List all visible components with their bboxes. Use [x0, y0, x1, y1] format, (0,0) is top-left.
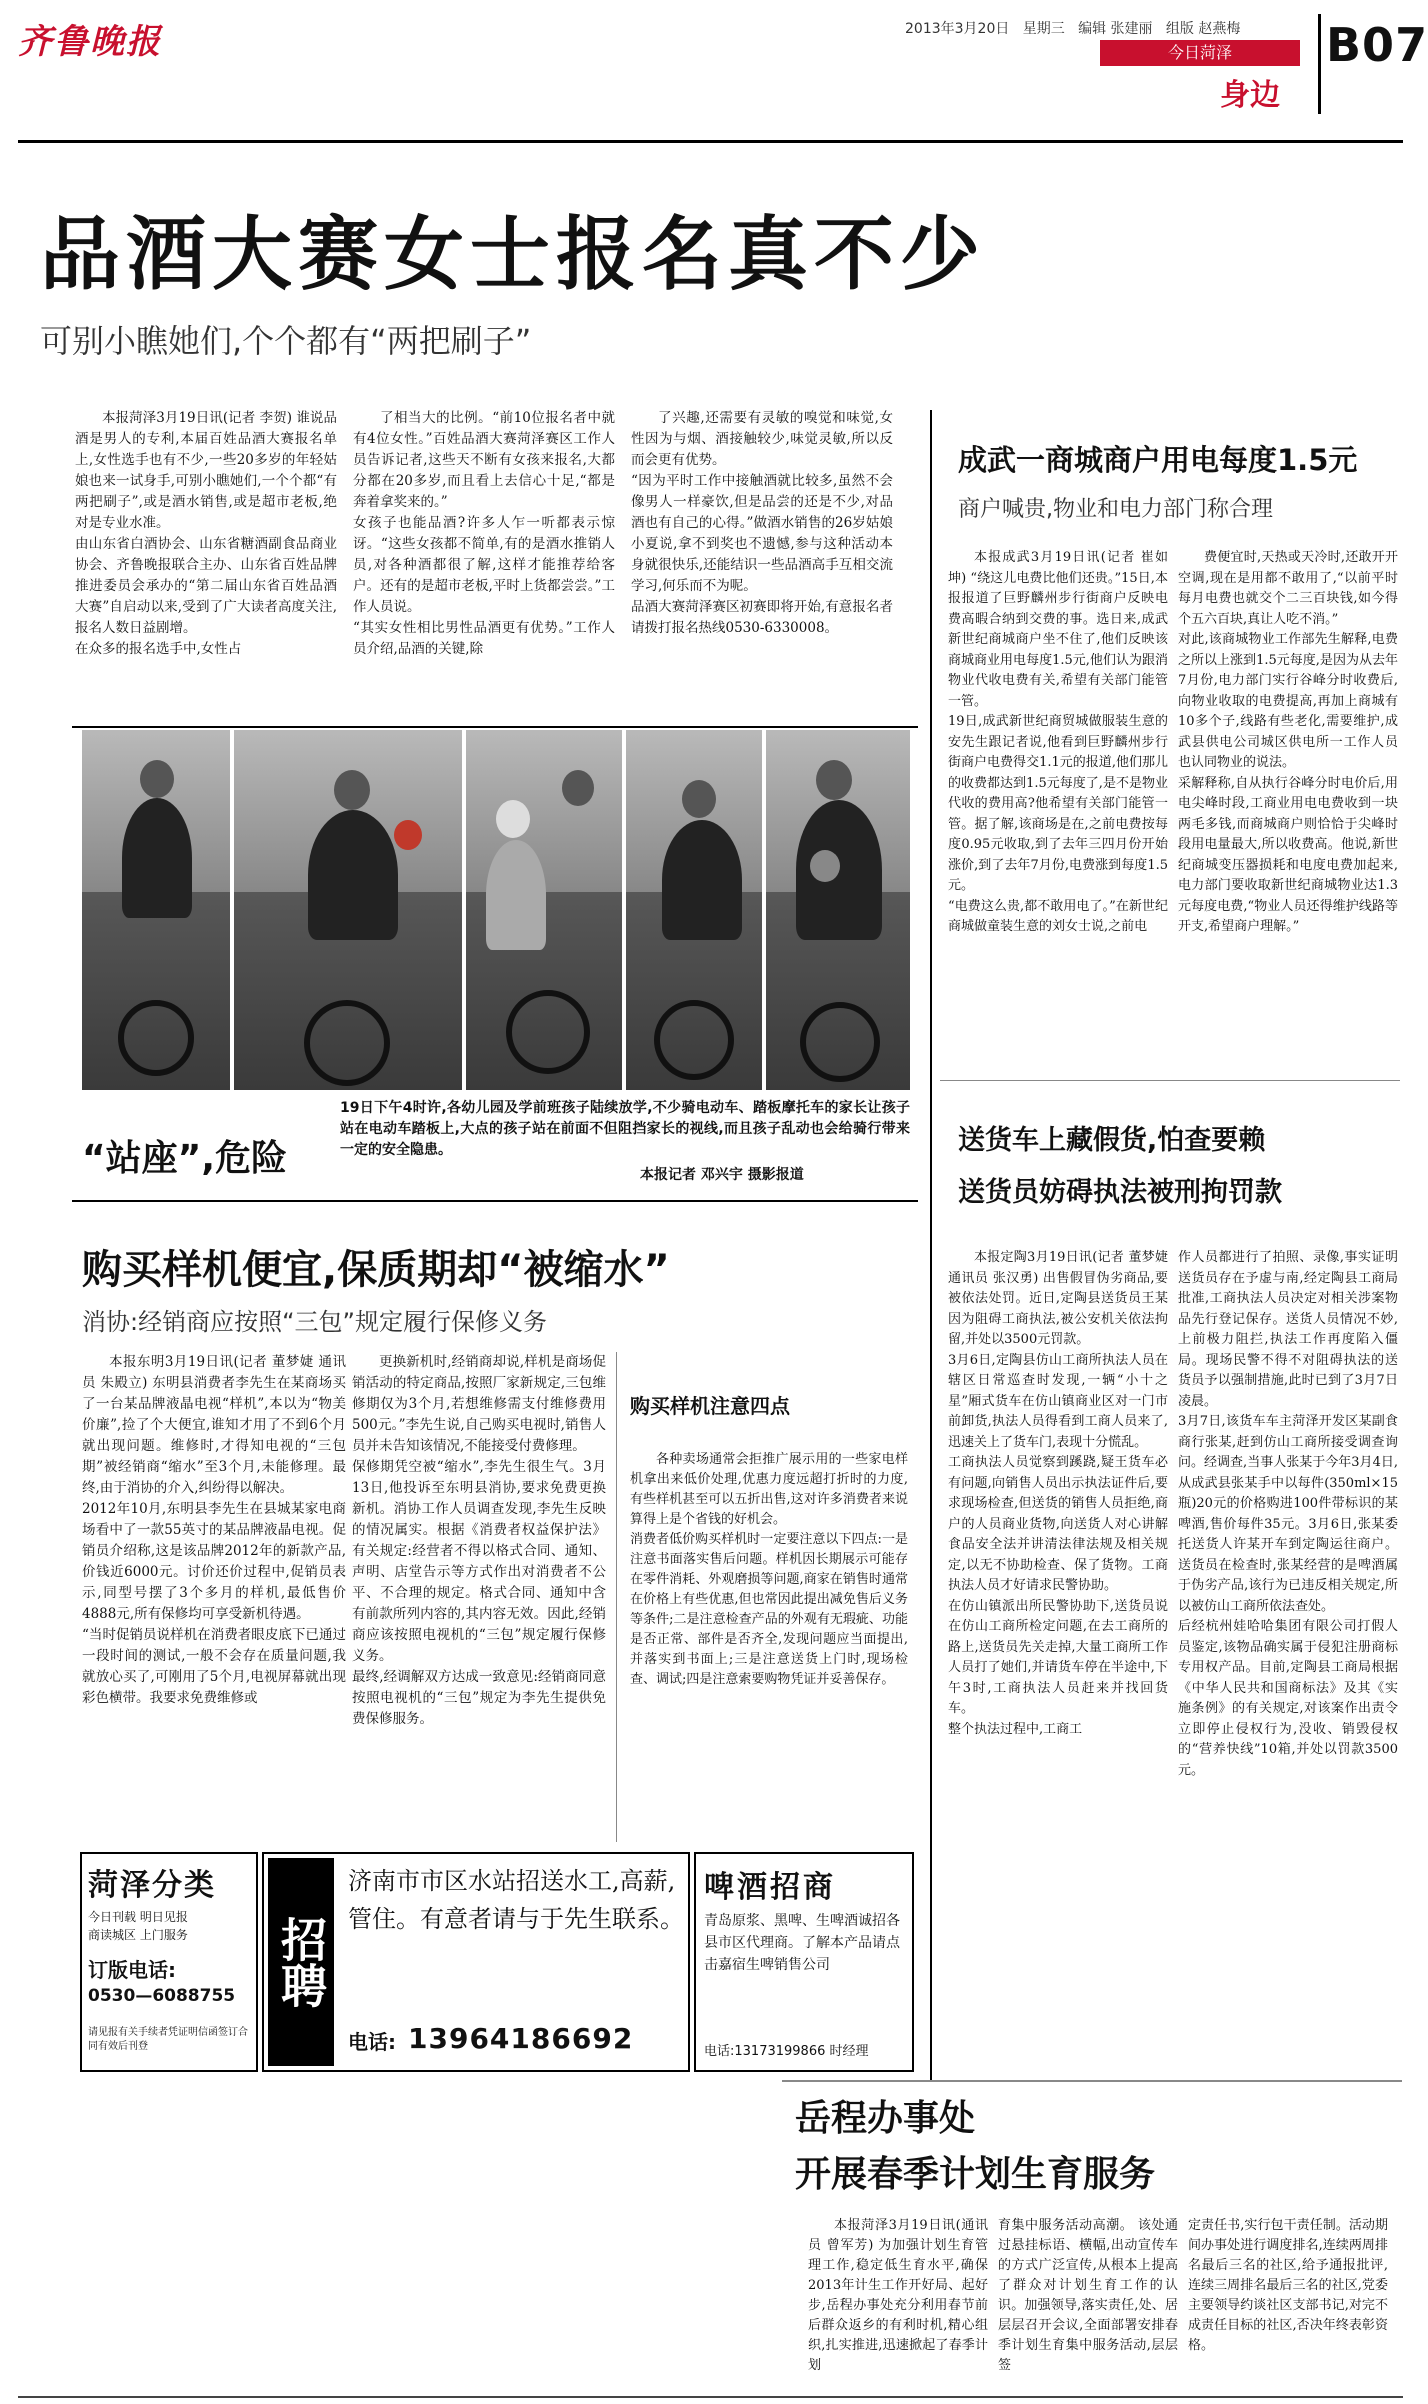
sample-subhead: 消协:经销商应按照“三包”规定履行保修义务 — [82, 1308, 547, 1336]
power-col-2: 费便宜时,天热或天冷时,还敢开开空调,现在是用都不敢用了,“以前平时每月电费也就交个二三百块钱,如今得个五六百块,真让人吃不消。” 对此,该商城物业工作部先生解释,电费之所以上涨到1.5元每度,是因为从去年7月份,电力部门实行谷峰分时收费后,向物业收取的电费提高,再加上商城有10多个子,线路有些老化,需要维护,成武县供电公司城区供电所一工作人员也认同物业的说法。 采解释称,自从执行谷峰分时电价后,用电尖峰时段,工商业用电电费收到一块两毛多钱,而商城商户则恰恰于尖峰时段用电量最大,所以收费高。他说,新世纪商城变压器损耗和电度电费加起来,电力部门要收取新世纪商城物业达1.3元每度电费,“物业人员还得维护线路等开支,希望商户理解。” — [1178, 550, 1398, 934]
classified-title: 菏泽分类 — [88, 1868, 216, 1903]
page-number: B07 — [1326, 18, 1428, 72]
job-ad — [262, 1852, 690, 2072]
photo-frame-bottom — [72, 1200, 918, 1202]
sample-sidebar-divider — [616, 1352, 617, 1842]
page-bottom-rule — [18, 2396, 1403, 2398]
news-photo-3 — [466, 730, 622, 1090]
job-phone: 13964186692 — [408, 2022, 634, 2055]
job-text: 济南市市区水站招送水工,高薪,管住。有意者请与于先生联系。 — [348, 1867, 684, 1933]
family-headline-2: 开展春季计划生育服务 — [795, 2154, 1156, 2195]
power-headline: 成武一商城商户用电每度1.5元 — [958, 443, 1358, 477]
sample-sidebar-title: 购买样机注意四点 — [630, 1394, 790, 1418]
counterfeit-col-1: 本报定陶3月19日讯(记者 董梦婕 通讯员 张汉勇) 出售假冒伪劣商品,要被依法处罚。近日,定陶县送货员王某因为阻碍工商执法,被公安机关依法拘留,并处以3500元罚款。 3月6日,定陶县仿山工商所执法人员在辖区日常巡查时发现,一辆“小十之星”厢式货车在仿山镇商业区对一门市前卸货,执法人员得看到工商人员来了,迅速关上了货车门,表现十分慌乱。 工商执法人员觉察到蹊跷,疑王货车必有问题,向销售人员出示执法证件后,要求现场检查,但送货的销售人员拒绝,商户的人员商业货物,向送货人对心讲解食品安全法并讲清法律法规及相关规定,以无不协助检查、保了货物。工商执法人员才好请求民警协助。 在仿山镇派出所民警协助下,送货员说在仿山工商所检定问题,在去工商所的路上,送货员先关走掉,大量工商所工作人员打了她们,并请货车停在半途中,下午3时,工商执法人员赶来并找回货车。 整个执法过程中,工商工 — [948, 1250, 1168, 1737]
issue-layout: 组版 赵燕梅 — [1165, 21, 1241, 37]
classified-line-2: 商读城区 上门服务 — [88, 1928, 188, 1942]
beer-title: 啤酒招商 — [704, 1870, 836, 1905]
issue-weekday: 星期三 — [1022, 21, 1065, 37]
classified-note: 请见报有关手续者凭证明信函签订合同有效后刊登 — [88, 2027, 248, 2052]
news-photo-5 — [766, 730, 910, 1090]
lead-col-2: 了相当大的比例。“前10位报名者中就有4位女性。”百姓品酒大赛菏泽赛区工作人员告诉记者,这些天不断有女孩来报名,大都分都在20多岁,而且看上去信心十足,“都是奔着拿奖来的。” 女孩子也能品酒?许多人乍一听都表示惊讶。“这些女孩都不简单,有的是酒水推销人员,对各种酒都很了解,这样才能推荐给客户。还有的是超市老板,平时上货都尝尝。”工作人员说。 “其实女性相比男性品酒更有优势。”工作人员介绍,品酒的关键,除 — [353, 410, 615, 657]
lead-subhead: 可别小瞧她们,个个都有“两把刷子” — [40, 322, 532, 360]
photo-feature-credit: 本报记者 邓兴宇 摄影报道 — [640, 1167, 804, 1183]
news-photo-2 — [234, 730, 462, 1090]
issue-date: 2013年3月20日 — [905, 21, 1010, 37]
counterfeit-top-rule — [940, 1080, 1400, 1081]
sample-headline: 购买样机便宜,保质期却“被缩水” — [82, 1247, 670, 1293]
issue-info — [905, 18, 1240, 38]
family-col-1: 本报菏泽3月19日讯(通讯员 曾军芳) 为加强计划生育管理工作,稳定低生育水平,确保2013年计生工作开好局、起好步,岳程办事处充分利用春节前后群众返乡的有利时机,精心组织,扎实推进,迅速掀起了春季计划 — [808, 2218, 988, 2373]
photo-feature-caption: 19日下午4时许,各幼儿园及学前班孩子陆续放学,不少骑电动车、踏板摩托车的家长让孩子站在电动车踏板上,大点的孩子站在前面不但阻挡家长的视线,而且孩子乱动也会给骑行带来一定的安全隐患。 — [340, 1100, 910, 1158]
masthead-rule — [18, 140, 1403, 143]
news-photo-4 — [626, 730, 762, 1090]
section-tag: 今日菏泽 — [1100, 40, 1300, 66]
photo-frame-top — [72, 726, 918, 728]
sample-col-2: 更换新机时,经销商却说,样机是商场促销活动的特定商品,按照厂家新规定,三包维修期仅为3个月,若想维修需支付维修费用500元。”李先生说,自己购买电视时,销售人员并未告知该情况,不能接受付费修理。 保修期凭空被“缩水”,李先生很生气。3月13日,他投诉至东明县消协,要求免费更换新机。消协工作人员调查发现,李先生反映的情况属实。根据《消费者权益保护法》有关规定:经营者不得以格式合同、通知、声明、店堂告示等方式作出对消费者不公平、不合理的规定。格式合同、通知中含有前款所列内容的,其内容无效。因此,经销商应该按照电视机的“三包”规定履行保修义务。 最终,经调解双方达成一致意见:经销商同意按照电视机的“三包”规定为李先生提供免费保修服务。 — [352, 1354, 606, 1727]
bottom-section-rule — [782, 2080, 1402, 2082]
classified-line-1: 今日刊载 明日见报 — [88, 1910, 188, 1924]
section-name: 身边 — [1220, 78, 1280, 113]
paper-logo: 齐鲁晚报 — [18, 22, 162, 62]
power-col-1: 本报成武3月19日讯(记者 崔如坤) “绕这儿电费比他们还贵。”15日,本报报道了巨野麟州步行街商户反映电费高暇合纳到交费的事。选日来,成武新世纪商城商户坐不住了,他们反映该商城商业用电每度1.5元,他们认为跟消物业代收电费有关,希望有关部门能管一管。 19日,成武新世纪商贸城做服装生意的安先生跟记者说,他看到巨野麟州步行街商户电费得交1.1元的报道,他们那儿的收费都达到1.5元每度了,是不是物业代收的费用高?他希望有关部门能管一管。据了解,该商场是在,之前电费按每度0.95元收取,到了去年三四月份开始涨价,到了去年7月份,电费涨到每度1.5元。 “电费这么贵,都不敢用电了。”在新世纪商城做童装生意的刘女士说,之前电 — [948, 550, 1168, 934]
masthead-divider — [1318, 14, 1321, 114]
beer-phone: 电话:13173199866 时经理 — [704, 2044, 869, 2059]
counterfeit-col-2: 作人员都进行了拍照、录像,事实证明送货员存在予虚与南,经定陶县工商局批准,工商执法人员决定对相关涉案物品先行登记保存。送货人员情况不妙,上前极力阻拦,执法工作再度陷入僵局。现场民警不得不对阻碍执法的送货员予以强制措施,此时已到了3月7日凌晨。 3月7日,该货车车主菏泽开发区某副食商行张某,赶到仿山工商所接受调查询问。经调查,当事人张某于今年3月4日,从成武县张某手中以每件(350ml×15瓶)20元的价格购进100件带标识的某啤酒,售价每件35元。3月6日,张某委托送货人许某开车到定陶运往商户。送货员在检查时,张某经营的是啤酒属于伪劣产品,该行为已违反相关规定,所以被仿山工商所依法查处。 后经杭州娃哈哈集团有限公司打假人员鉴定,该物品确实属于侵犯注册商标专用权产品。目前,定陶县工商局根据《中华人民共和国商标法》及其《实施条例》的有关规定,对该案作出责令立即停止侵权行为,没收、销毁侵权的“营养快线”10箱,并处以罚款3500元。 — [1178, 1250, 1398, 1778]
lead-col-1: 本报菏泽3月19日讯(记者 李贺) 谁说品酒是男人的专利,本届百姓品酒大赛报名单上,女性选手也有不少,一些20多岁的年轻姑娘也来一试身手,可别小瞧她们,一个个都“有两把刷子”,或是酒水销售,或是超市老板,绝对是专业水准。 由山东省白酒协会、山东省糖酒副食品商业协会、齐鲁晚报联合主办、山东省百姓品牌推进委员会承办的“第二届山东省百姓品酒大赛”自启动以来,受到了广大读者高度关注,报名人数日益剧增。 在众多的报名选手中,女性占 — [75, 410, 337, 657]
lead-headline: 品酒大赛女士报名真不少 — [40, 208, 986, 301]
photo-strip — [82, 730, 910, 1090]
news-photo-1 — [82, 730, 230, 1090]
counterfeit-headline-1: 送货车上藏假货,怕查要赖 — [958, 1125, 1266, 1156]
classified-phone: 0530—6088755 — [88, 1986, 236, 2006]
sample-sidebar-text: 各种卖场通常会拒推广展示用的一些家电样机拿出来低价处理,优惠力度远超打折时的力度,有些样机甚至可以五折出售,这对许多消费者来说算得上是个省钱的好机会。 消费者低价购买样机时一定要注意以下四点:一是注意书面落实售后问题。样机因长期展示可能存在零件消耗、外观磨损等问题,商家在销售时通常在价格上有些优惠,但也常因此提出减免售后义务等条件;二是注意检查产品的外观有无瑕疵、功能是否正常、部件是否齐全,发现问题应当面提出,并落实到书面上;三是注意送货上门时,现场检查、调试;四是注意索要购物凭证并妥善保存。 — [630, 1452, 908, 1687]
classified-phone-label: 订版电话: — [88, 1958, 176, 1982]
beer-text: 青岛原浆、黑啤、生啤酒诚招各县市区代理商。了解本产品请点击嘉宿生啤销售公司 — [704, 1913, 900, 1973]
family-headline-1: 岳程办事处 — [795, 2098, 976, 2139]
family-col-3: 定责任书,实行包干责任制。活动期间办事处进行调度排名,连续两周排名最后三名的社区,给予通报批评,连续三周排名最后三名的社区,党委主要领导约谈社区支部书记,对完不成责任目标的社区,否决年终表彰资格。 — [1188, 2218, 1388, 2353]
family-col-2: 育集中服务活动高潮。 该处通过悬挂标语、横幅,出动宣传车的方式广泛宣传,从根本上提高了群众对计划生育工作的认识。加强领导,落实责任,处、居层层召开会议,全面部署安排春季计划生育集中服务活动,层层签 — [998, 2218, 1178, 2373]
power-subhead: 商户喊贵,物业和电力部门称合理 — [958, 497, 1273, 522]
sample-col-1: 本报东明3月19日讯(记者 董梦婕 通讯员 朱殿立) 东明县消费者李先生在某商场买了一台某品牌液晶电视“样机”,本以为“物美价廉”,捡了个大便宜,谁知才用了不到6个月就出现问题。维修时,才得知电视的“三包期”被经销商“缩水”至3个月,未能修理。最终,由于消协的介入,纠纷得以解决。 2012年10月,东明县李先生在县城某家电商场看中了一款55英寸的某品牌液晶电视。促销员介绍称,这是该品牌2012年的新款产品,价钱近6000元。讨价还价过程中,促销员表示,同型号摆了3个多月的样机,最低售价4888元,所有保修均可享受新机待遇。 “当时促销员说样机在消费者眼皮底下已通过一段时间的测试,一般不会存在质量问题,我就放心买了,可刚用了5个月,电视屏幕就出现彩色横带。我要求免费维修或 — [82, 1354, 346, 1706]
lead-col-3: 了兴趣,还需要有灵敏的嗅觉和味觉,女性因为与烟、酒接触较少,味觉灵敏,所以反而会更有优势。 “因为平时工作中接触酒就比较多,虽然不会像男人一样豪饮,但是品尝的还是不少,对品酒也有自己的心得。”做酒水销售的26岁姑娘小夏说,拿不到奖也不遗憾,参与这种活动本身就很快乐,还能结识一些品酒高手互相交流学习,何乐而不为呢。 品酒大赛菏泽赛区初赛即将开始,有意报名者请拨打报名热线0530-6330008。 — [631, 410, 893, 636]
issue-editor: 编辑 张建丽 — [1078, 21, 1153, 37]
beer-ad — [694, 1852, 914, 2072]
right-column-divider — [930, 410, 932, 2080]
job-phone-label: 电话: — [348, 2030, 396, 2054]
classified-ad — [80, 1852, 258, 2072]
photo-feature-title: “站座”,危险 — [82, 1138, 287, 1179]
job-label: 招聘 — [268, 1858, 334, 2066]
counterfeit-headline-2: 送货员妨碍执法被刑拘罚款 — [958, 1177, 1282, 1208]
